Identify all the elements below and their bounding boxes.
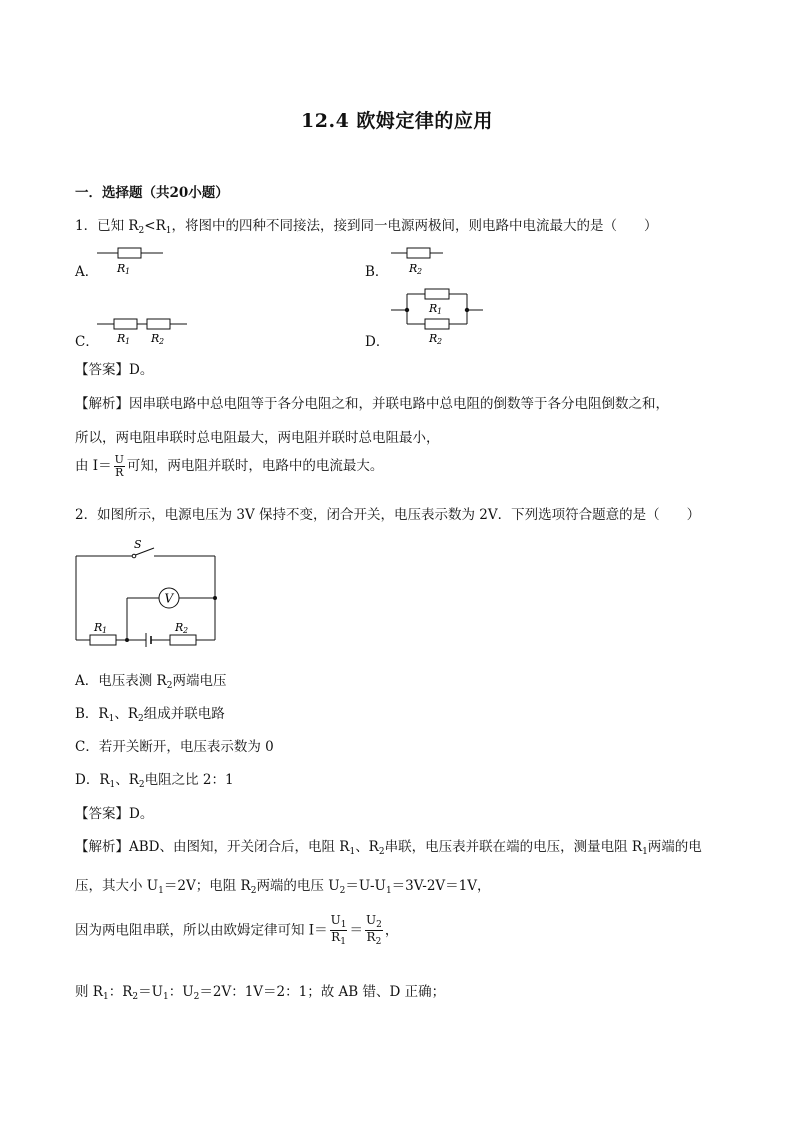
fraction-u2-over-r2: $\frac{U_2}{R_2}$	[365, 913, 382, 948]
svg-text:1: 1	[437, 307, 443, 316]
svg-text:R: R	[94, 621, 103, 634]
svg-text:1: 1	[125, 337, 131, 346]
q1-analysis-line-1: 【解析】因串联电路中总电阻等于各分电阻之和，并联电路中总电阻的倒数等于各分电阻倒数之和，	[75, 396, 669, 412]
q1-option-a-label[interactable]: A．	[75, 264, 99, 280]
q1-diagram-a	[95, 244, 170, 276]
q2-analysis-line-1: 【解析】ABD、由图知，开关闭合后，电阻 $R_1$、$R_2$串联，电压表并联在端的电压，测量电阻 $R_1$两端的电	[75, 839, 702, 857]
svg-text:R: R	[175, 621, 184, 634]
q2-analysis-line-4: 则 $R_1$：$R_2=U_1$：$U_2=2V$：1V＝2：1；故 AB 错、D 正确；	[75, 984, 446, 1002]
q1-analysis-line-3: 由 I＝ $\frac{U}{R}$ 可知，两电阻并联时，电路中的电流最大。	[75, 453, 384, 479]
q2-analysis-line-2: 压，其大小 $U_1=2V$；电阻 $R_2$两端的电压 $U_2=U-U_1=3V-2V=1V$，	[75, 878, 491, 896]
svg-text:R: R	[151, 332, 160, 345]
switch-label: S	[134, 538, 142, 551]
q2-answer: 【答案】D。	[75, 806, 154, 822]
svg-text:2: 2	[417, 267, 423, 276]
svg-text:R: R	[117, 332, 126, 345]
q2-analysis-line-3: 因为两电阻串联，所以由欧姆定律可知 I＝ $\frac{U_1}{R_1}$ ＝ $\frac{U_2}{R_2}$ ，	[75, 913, 399, 948]
fraction-u1-over-r1: $\frac{U_1}{R_1}$	[330, 913, 347, 948]
q1-diagram-b	[385, 244, 460, 276]
page-title: 12.4 欧姆定律的应用	[301, 110, 493, 132]
voltmeter-label: V	[164, 591, 174, 606]
q1-option-c-label[interactable]: C．	[75, 334, 99, 350]
q2-option-a[interactable]: A．电压表测 $R_2$两端电压	[75, 673, 227, 691]
q1-answer: 【答案】D。	[75, 362, 154, 378]
q1-option-b-label[interactable]: B．	[365, 264, 389, 280]
r1-label: R	[117, 262, 126, 275]
q1-diagram-c	[95, 314, 190, 348]
svg-text:2: 2	[183, 626, 189, 635]
svg-text:2: 2	[437, 337, 443, 346]
svg-text:2: 2	[159, 337, 165, 346]
fraction-u-over-r: $\frac{U}{R}$	[114, 453, 124, 479]
q2-stem: 2．如图所示，电源电压为 3V 保持不变，闭合开关，电压表示数为 2V．下列选项符合题意的是（ ）	[75, 507, 701, 523]
r2-label: R	[409, 262, 418, 275]
q1-option-d-label[interactable]: D．	[365, 334, 390, 350]
svg-text:R: R	[429, 302, 438, 315]
svg-text:1: 1	[125, 267, 131, 276]
q1-stem: 1．已知 $R_2<R_1$，将图中的四种不同接法，接到同一电源两极间，则电路中电流最大的是（ ）	[75, 218, 658, 236]
q2-option-d[interactable]: D．$R_1$、$R_2$电阻之比 2：1	[75, 772, 234, 790]
section-heading: 一．选择题（共20小题）	[75, 185, 229, 201]
q2-option-c[interactable]: C．若开关断开，电压表示数为 0	[75, 739, 274, 755]
q2-circuit-diagram	[70, 536, 230, 650]
svg-text:R: R	[429, 332, 438, 345]
q1-diagram-d	[389, 284, 489, 346]
q1-analysis-line-2: 所以，两电阻串联时总电阻最大，两电阻并联时总电阻最小，	[75, 430, 440, 446]
q2-option-b[interactable]: B．$R_1$、$R_2$组成并联电路	[75, 706, 225, 724]
svg-text:1: 1	[102, 626, 108, 635]
